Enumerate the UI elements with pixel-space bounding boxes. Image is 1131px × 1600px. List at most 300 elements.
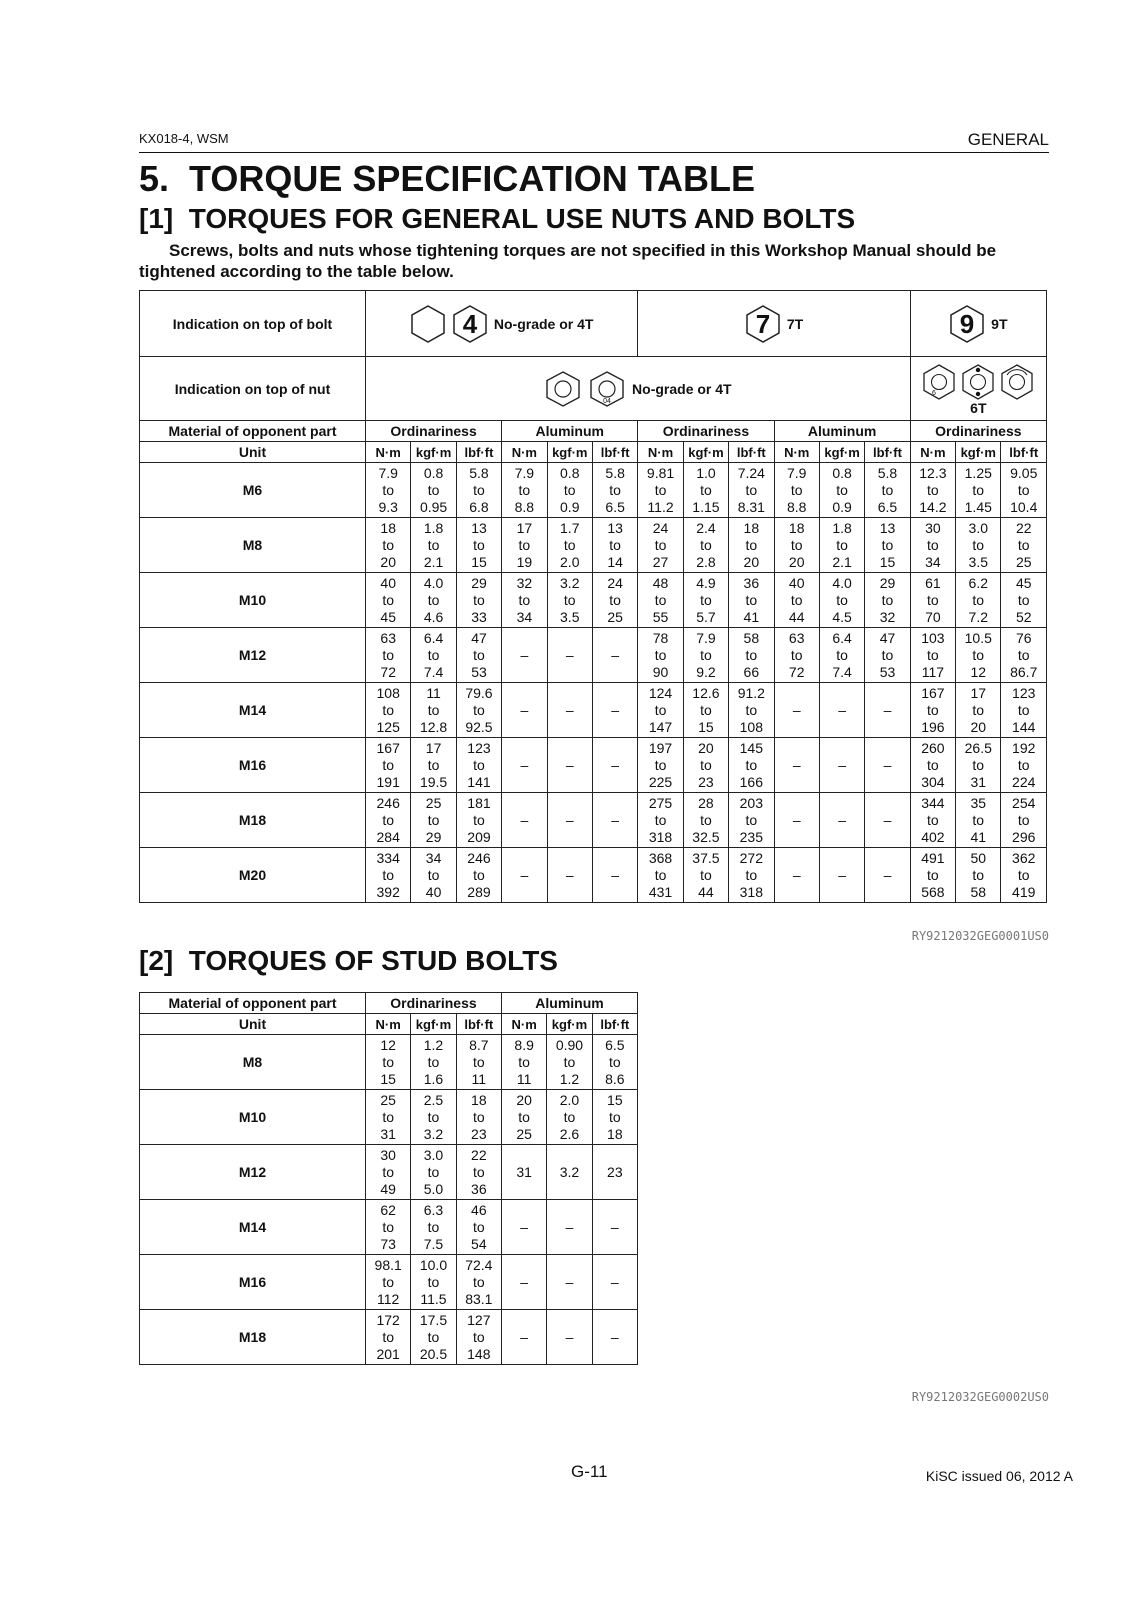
bolt-size-cell: M12 (140, 1145, 366, 1200)
torque-max: 40 (425, 883, 442, 900)
bolt-mark-9-numeral: 9 (959, 308, 975, 339)
torque-max: 12.8 (419, 718, 448, 735)
range-word: to (1017, 756, 1030, 773)
bolt-size-cell: M16 (140, 738, 366, 793)
stud-bolt-torque-table (139, 992, 638, 1365)
bolt-size-cell: M20 (140, 848, 366, 903)
range-word: to (427, 536, 440, 553)
torque-min: 62 (380, 1201, 396, 1218)
torque-range-cell (865, 518, 910, 573)
material-row (140, 993, 638, 1014)
torque-range-cell (592, 1090, 637, 1145)
range-word: to (745, 811, 758, 828)
torque-max: 1.15 (692, 498, 720, 515)
range-word: to (700, 536, 712, 553)
torque-max: 19 (516, 553, 533, 570)
unit-row (140, 442, 1047, 463)
torque-max: 3.5 (968, 553, 988, 570)
range-word: to (427, 1163, 440, 1180)
nut-hexagon-dots-icon (960, 363, 996, 401)
torque-range-cell (910, 518, 955, 573)
unit-header: lbf·ft (592, 1014, 637, 1035)
torque-min: 79.6 (465, 684, 493, 701)
range-word: to (427, 866, 440, 883)
unit-header: lbf·ft (592, 442, 637, 463)
section1-intro: Screws, bolts and nuts whose tightening torques are not specified in this Workshop Manual should be tightened according to the table below. (139, 241, 997, 281)
torque-min: 63 (380, 629, 396, 646)
torque-min: 3.0 (968, 519, 988, 536)
torque-min: 78 (652, 629, 669, 646)
torque-min: 47 (471, 629, 487, 646)
torque-range-cell (956, 518, 1001, 573)
torque-max: 2.1 (423, 553, 444, 570)
torque-min: 17 (970, 684, 987, 701)
torque-range-cell (456, 1200, 501, 1255)
torque-range-cell (411, 1255, 456, 1310)
nut-mark-4t-text: No-grade or 4T (632, 380, 732, 397)
torque-range-cell (1001, 573, 1047, 628)
torque-max: 20 (380, 553, 396, 570)
torque-range-cell (910, 463, 955, 518)
torque-max: 86.7 (1010, 663, 1038, 680)
torque-min: 58 (743, 629, 760, 646)
range-word: to (472, 1273, 485, 1290)
torque-min: 18 (788, 519, 805, 536)
range-word: to (927, 481, 939, 498)
torque-max: 14 (607, 553, 623, 570)
range-word: to (927, 866, 939, 883)
bolt-size-cell: M14 (140, 1200, 366, 1255)
torque-min: 123 (467, 739, 491, 756)
torque-min: 246 (376, 794, 400, 811)
range-word: to (473, 646, 485, 663)
range-word: to (473, 756, 485, 773)
unit-header: lbf·ft (865, 442, 910, 463)
torque-max: 7.4 (832, 663, 852, 680)
torque-range-cell (456, 1255, 501, 1310)
torque-max: 392 (376, 883, 400, 900)
torque-value-cell: – (502, 848, 547, 903)
torque-range-cell (774, 463, 819, 518)
range-word: to (473, 866, 485, 883)
nut-mark-6-label: 6 (932, 389, 937, 397)
bolt-size-cell: M6 (140, 463, 366, 518)
torque-min: 6.4 (832, 629, 852, 646)
torque-range-cell (638, 848, 683, 903)
unit-row (140, 1014, 638, 1035)
range-word: to (563, 1108, 576, 1125)
unit-header: kgf·m (956, 442, 1001, 463)
range-word: to (836, 591, 848, 608)
torque-min: 6.3 (423, 1201, 444, 1218)
torque-min: 10.0 (419, 1256, 448, 1273)
torque-min: 108 (376, 684, 400, 701)
bolt-mark-7-numeral: 7 (755, 308, 771, 339)
torque-min: 30 (925, 519, 941, 536)
range-word: to (382, 591, 395, 608)
range-word: to (608, 1053, 621, 1070)
torque-min: 272 (739, 849, 763, 866)
torque-max: 25 (607, 608, 623, 625)
torque-min: 13 (879, 519, 896, 536)
torque-max: 9.2 (696, 663, 716, 680)
torque-value-cell: – (865, 683, 910, 738)
torque-max: 2.8 (696, 553, 716, 570)
torque-range-cell (456, 793, 501, 848)
torque-max: 117 (921, 663, 945, 680)
torque-min: 18 (471, 1091, 487, 1108)
torque-range-cell (683, 463, 728, 518)
torque-min: 46 (471, 1201, 487, 1218)
range-word: to (700, 701, 712, 718)
torque-min: 12.3 (919, 464, 947, 481)
table-row (140, 573, 1047, 628)
table-row (140, 463, 1047, 518)
range-word: to (382, 866, 395, 883)
torque-min: 29 (879, 574, 896, 591)
torque-min: 6.4 (423, 629, 444, 646)
torque-max: 34 (925, 553, 941, 570)
torque-max: 6.5 (605, 498, 625, 515)
torque-max: 25 (1015, 553, 1032, 570)
torque-max: 53 (471, 663, 487, 680)
bolt-size-cell: M10 (140, 573, 366, 628)
torque-max: 15 (698, 718, 714, 735)
torque-min: 22 (471, 1146, 487, 1163)
torque-max: 191 (376, 773, 400, 790)
torque-range-cell (411, 848, 456, 903)
torque-max: 11 (471, 1070, 487, 1087)
torque-min: 91.2 (737, 684, 765, 701)
range-word: to (563, 591, 576, 608)
torque-min: 25 (425, 794, 442, 811)
torque-min: 3.0 (423, 1146, 444, 1163)
torque-range-cell (683, 628, 728, 683)
material-row (140, 421, 1047, 442)
torque-min: 362 (1012, 849, 1036, 866)
torque-max: 0.95 (419, 498, 448, 515)
torque-min: 7.24 (737, 464, 765, 481)
torque-max: 144 (1012, 718, 1036, 735)
range-word: to (609, 536, 621, 553)
torque-range-cell (683, 683, 728, 738)
torque-min: 8.9 (514, 1036, 534, 1053)
nut-indication-label: Indication on top of nut (140, 357, 366, 421)
range-word: to (382, 481, 395, 498)
bolt-size-cell: M12 (140, 628, 366, 683)
torque-value-cell: – (502, 738, 547, 793)
torque-range-cell (411, 463, 456, 518)
torque-range-cell (956, 628, 1001, 683)
range-word: to (1017, 646, 1030, 663)
torque-min: 7.9 (514, 464, 535, 481)
nut-hexagon-6-icon (921, 363, 957, 401)
bolt-size-cell: M8 (140, 1035, 366, 1090)
torque-range-cell (366, 628, 411, 683)
bolt-mark-7t-text: 7T (786, 315, 804, 332)
section1-reference-code: RY9212032GEG0001US0 (911, 929, 1049, 943)
torque-range-cell (729, 463, 774, 518)
range-word: to (427, 756, 440, 773)
torque-max: 32.5 (692, 828, 720, 845)
torque-min: 63 (788, 629, 805, 646)
torque-min: 12.6 (692, 684, 720, 701)
torque-range-cell (1001, 518, 1047, 573)
torque-min: 172 (376, 1311, 400, 1328)
torque-max: 33 (471, 608, 487, 625)
torque-min: 26.5 (964, 739, 992, 756)
torque-range-cell (910, 573, 955, 628)
torque-min: 48 (652, 574, 669, 591)
torque-min: 40 (380, 574, 396, 591)
torque-min: 30 (380, 1146, 396, 1163)
torque-min: 22 (1015, 519, 1032, 536)
range-word: to (382, 1273, 394, 1290)
torque-range-cell (683, 848, 728, 903)
torque-min: 4.9 (696, 574, 716, 591)
range-word: to (654, 536, 667, 553)
range-word: to (927, 701, 939, 718)
torque-max: 4.5 (832, 608, 852, 625)
range-word: to (427, 701, 440, 718)
torque-max: 54 (471, 1235, 487, 1252)
unit-header: kgf·m (411, 442, 456, 463)
torque-range-cell (729, 628, 774, 683)
torque-min: 181 (467, 794, 491, 811)
torque-max: 23 (471, 1125, 487, 1142)
torque-max: 166 (739, 773, 763, 790)
torque-max: 53 (879, 663, 896, 680)
torque-value-cell: – (592, 793, 637, 848)
torque-value-cell: – (547, 848, 592, 903)
torque-max: 8.31 (737, 498, 765, 515)
torque-range-cell (592, 518, 637, 573)
issue-note: KiSC issued 06, 2012 A (925, 1468, 1073, 1484)
range-word: to (609, 591, 621, 608)
torque-value-cell: – (547, 738, 592, 793)
range-word: to (472, 1053, 485, 1070)
bolt-mark-4-numeral: 4 (462, 308, 478, 339)
torque-min: 1.2 (423, 1036, 444, 1053)
torque-min: 1.25 (964, 464, 992, 481)
bolt-size-cell: M10 (140, 1090, 366, 1145)
torque-max: 225 (648, 773, 673, 790)
hexagon-numeral-7-icon (745, 304, 781, 344)
torque-max: 289 (467, 883, 491, 900)
range-word: to (382, 756, 395, 773)
torque-range-cell (456, 628, 501, 683)
torque-min: 275 (648, 794, 673, 811)
torque-min: 45 (1015, 574, 1032, 591)
torque-min: 47 (879, 629, 896, 646)
torque-value-cell: – (819, 848, 864, 903)
range-word: to (472, 1108, 485, 1125)
torque-min: 24 (607, 574, 623, 591)
torque-value-cell: – (592, 1310, 637, 1365)
torque-range-cell (366, 1090, 411, 1145)
torque-range-cell (366, 793, 411, 848)
torque-min: 5.8 (877, 464, 898, 481)
table-row (140, 683, 1047, 738)
torque-max: 19.5 (419, 773, 448, 790)
unit-header: lbf·ft (1001, 442, 1047, 463)
page-title: 5. TORQUE SPECIFICATION TABLE (139, 158, 756, 199)
nut-mark-6t-text: 6T (970, 399, 987, 416)
torque-min: 3.2 (560, 574, 580, 591)
bolt-mark-9t-cell (910, 291, 1046, 357)
range-word: to (745, 646, 758, 663)
torque-range-cell (1001, 683, 1047, 738)
unit-header: kgf·m (411, 1014, 456, 1035)
nut-hexagon-arc-icon (999, 363, 1035, 401)
torque-value-cell: – (774, 793, 819, 848)
torque-range-cell (366, 1310, 411, 1365)
range-word: to (745, 481, 758, 498)
material-group-header: Aluminum (774, 421, 910, 442)
torque-range-cell (592, 573, 637, 628)
torque-range-cell (366, 683, 411, 738)
torque-max: 12 (970, 663, 987, 680)
torque-value-cell: – (502, 793, 547, 848)
torque-min: 13 (607, 519, 623, 536)
torque-max: 147 (648, 718, 673, 735)
range-word: to (427, 591, 440, 608)
torque-range-cell (683, 793, 728, 848)
range-word: to (382, 1163, 394, 1180)
torque-max: 49 (380, 1180, 396, 1197)
torque-min: 24 (652, 519, 669, 536)
torque-min: 17.5 (419, 1311, 448, 1328)
torque-min: 246 (467, 849, 491, 866)
torque-value-cell: – (547, 793, 592, 848)
range-word: to (927, 591, 939, 608)
torque-max: 304 (921, 773, 945, 790)
torque-range-cell (956, 573, 1001, 628)
range-word: to (654, 866, 667, 883)
header-model: KX018-4, WSM (139, 131, 229, 146)
torque-range-cell (456, 1310, 501, 1365)
torque-min: 18 (380, 519, 396, 536)
torque-value-cell: – (547, 1310, 592, 1365)
torque-min: 15 (607, 1091, 623, 1108)
torque-max: 11.2 (647, 498, 674, 515)
bolt-mark-4t-cell (366, 291, 638, 357)
torque-min: 127 (467, 1311, 491, 1328)
range-word: to (700, 481, 712, 498)
torque-min: 2.0 (559, 1091, 580, 1108)
table-row (140, 793, 1047, 848)
unit-header: N·m (501, 1014, 546, 1035)
torque-range-cell (456, 848, 501, 903)
torque-min: 37.5 (692, 849, 720, 866)
torque-max: 41 (970, 828, 987, 845)
torque-value-cell: – (592, 1200, 637, 1255)
torque-min: 61 (925, 574, 941, 591)
range-word: to (382, 811, 395, 828)
torque-min: 17 (425, 739, 442, 756)
range-word: to (836, 536, 848, 553)
torque-range-cell (366, 518, 411, 573)
unit-header: kgf·m (683, 442, 728, 463)
unit-header: N·m (910, 442, 955, 463)
bolt-size-cell: M18 (140, 793, 366, 848)
range-word: to (427, 481, 440, 498)
nut-hexagon-icon (544, 370, 582, 408)
torque-min: 35 (970, 794, 987, 811)
torque-min: 4.0 (423, 574, 444, 591)
table-row (140, 1035, 638, 1090)
range-word: to (881, 646, 894, 663)
torque-range-cell (592, 463, 637, 518)
torque-range-cell (502, 463, 547, 518)
bolt-mark-7t-cell (638, 291, 910, 357)
bolt-size-cell: M16 (140, 1255, 366, 1310)
range-word: to (473, 481, 485, 498)
torque-range-cell (456, 1145, 501, 1200)
torque-range-cell (865, 573, 910, 628)
torque-range-cell (956, 793, 1001, 848)
table-row (140, 738, 1047, 793)
bolt-size-cell: M14 (140, 683, 366, 738)
torque-range-cell (819, 573, 864, 628)
torque-min: 98.1 (374, 1256, 402, 1273)
range-word: to (518, 536, 531, 553)
section2-reference-code: RY9212032GEG0002US0 (911, 1390, 1049, 1404)
range-word: to (881, 481, 894, 498)
range-word: to (608, 1108, 621, 1125)
torque-range-cell (411, 518, 456, 573)
range-word: to (472, 1163, 485, 1180)
torque-min: 254 (1012, 794, 1036, 811)
torque-range-cell (456, 1090, 501, 1145)
general-torque-table (139, 290, 1047, 903)
torque-max: 10.4 (1010, 498, 1038, 515)
range-word: to (382, 701, 395, 718)
torque-min: 491 (921, 849, 945, 866)
bolt-size-cell: M18 (140, 1310, 366, 1365)
torque-value-cell: – (592, 738, 637, 793)
material-group-header: Aluminum (501, 993, 637, 1014)
bolt-indication-row (140, 291, 1047, 357)
range-word: to (518, 1053, 530, 1070)
torque-max: 296 (1012, 828, 1036, 845)
torque-min: 344 (921, 794, 945, 811)
range-word: to (972, 811, 985, 828)
torque-min: 11 (426, 684, 441, 701)
range-word: to (972, 591, 985, 608)
header-section: GENERAL (967, 130, 1049, 149)
range-word: to (382, 1218, 394, 1235)
torque-min: 6.2 (968, 574, 988, 591)
torque-max: 284 (376, 828, 400, 845)
torque-max: 2.6 (559, 1125, 580, 1142)
torque-range-cell (1001, 738, 1047, 793)
torque-min: 0.8 (423, 464, 444, 481)
unit-label: Unit (140, 1014, 366, 1035)
torque-range-cell (638, 738, 683, 793)
range-word: to (836, 646, 848, 663)
torque-range-cell (456, 463, 501, 518)
unit-header: kgf·m (819, 442, 864, 463)
torque-max: 6.8 (469, 498, 489, 515)
torque-range-cell (456, 573, 501, 628)
torque-max: 402 (921, 828, 945, 845)
unit-header: kgf·m (547, 442, 592, 463)
range-word: to (654, 481, 667, 498)
torque-value-cell: – (592, 628, 637, 683)
hexagon-numeral-4-icon (452, 304, 488, 344)
torque-min: 20 (516, 1091, 532, 1108)
